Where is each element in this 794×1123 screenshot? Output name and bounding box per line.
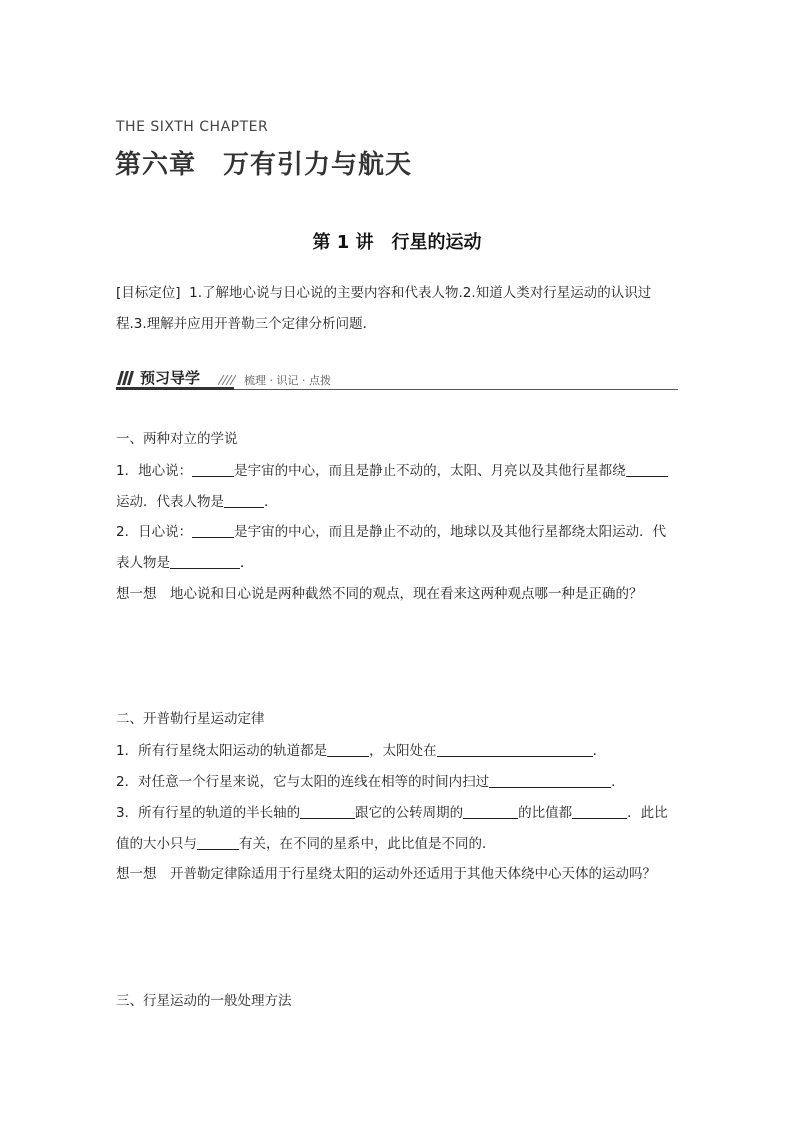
answer-blank: [626, 462, 668, 477]
objective-text-1: 1.了解地心说与日心说的主要内容和代表人物.2.知道人类对行星运动的认识过: [189, 285, 652, 301]
preview-subtitle: 梳理 · 识记 · 点拨: [244, 374, 331, 387]
answer-blank: [572, 804, 627, 819]
objective-label: [目标定位]: [116, 285, 181, 301]
section1-heading: 一、两种对立的学说: [116, 431, 238, 447]
answer-blank: [327, 742, 369, 757]
section2-think: 想一想 开普勒定律除适用于行星绕太阳的运动外还适用于其他天体绕中心天体的运动吗？: [116, 866, 656, 882]
section2-heading: 二、开普勒行星运动定律: [116, 711, 265, 727]
objective-line-2: 程.3.理解并应用开普勒三个定律分析问题．: [116, 316, 377, 332]
section3-heading: 三、行星运动的一般处理方法: [116, 993, 292, 1009]
chapter-english-title: THE SIXTH CHAPTER: [116, 119, 269, 135]
section2-item3-line1: 3．所有行星的轨道的半长轴的 跟它的公转周期的 的比值都 ．此比: [116, 805, 668, 821]
section2-item2: 2．对任意一个行星来说，它与太阳的连线在相等的时间内扫过 ．: [116, 774, 625, 790]
objective-line-1: [116, 283, 682, 303]
section1-item1-line2: 运动．代表人物是 ．: [116, 494, 278, 510]
header-rule-thin: [234, 389, 678, 390]
answer-blank: [463, 804, 518, 819]
preview-title: 预习导学: [140, 369, 201, 387]
answer-blank: [224, 493, 264, 508]
lecture-title: 第 1 讲 行星的运动: [312, 232, 482, 253]
section1-item2-line1: 2．日心说： 是宇宙的中心，而且是静止不动的，地球以及其他行星都绕太阳运动．代: [116, 524, 667, 540]
stripe-icon: [117, 371, 137, 385]
answer-blank: [192, 462, 234, 477]
section2-item3-line2: 值的大小只与 有关，在不同的星系中，此比值是不同的．: [116, 836, 496, 852]
preview-section-header: [116, 365, 678, 391]
hatch-deco-icon: [218, 371, 236, 385]
answer-blank: [300, 804, 355, 819]
header-rule-thick: [116, 387, 234, 390]
answer-blank: [489, 773, 611, 788]
section2-item1: 1．所有行星绕太阳运动的轨道都是 ，太阳处在 ．: [116, 743, 607, 759]
chapter-title: 第六章 万有引力与航天: [115, 150, 413, 180]
answer-blank: [170, 554, 240, 569]
answer-blank: [437, 742, 593, 757]
section1-think: 想一想 地心说和日心说是两种截然不同的观点，现在看来这两种观点哪一种是正确的？: [116, 586, 643, 602]
answer-blank: [192, 523, 234, 538]
answer-blank: [197, 835, 239, 850]
section1-item1-line1: 1．地心说： 是宇宙的中心，而且是静止不动的，太阳、月亮以及其他行星都绕: [116, 461, 682, 481]
section1-item2-line2: 表人物是 ．: [116, 555, 254, 571]
